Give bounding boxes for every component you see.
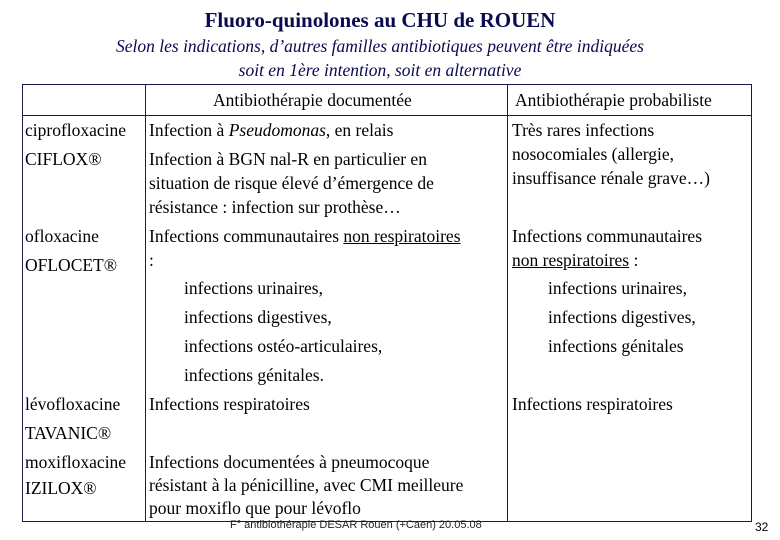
column-divider: [145, 84, 146, 522]
probabilistic-item: infections digestives,: [548, 307, 696, 327]
slide-title: Fluoro-quinolones au CHU de ROUEN: [204, 8, 556, 32]
indication: Infection à BGN nal-R en particulier en: [149, 149, 427, 169]
brand-name: CIFLOX®: [25, 149, 102, 169]
indication: résistant à la pénicilline, avec CMI meilleure: [149, 475, 464, 495]
indication: Infections respiratoires: [149, 394, 310, 414]
indication: Infection à Pseudomonas, en relais: [149, 120, 394, 140]
subtitle-line: soit en 1ère intention, soit en alternative: [238, 60, 522, 80]
indication-item: infections digestives,: [184, 307, 332, 327]
indication: Infections communautaires non respiratoires: [149, 226, 461, 246]
indication: résistance : infection sur prothèse…: [149, 197, 401, 217]
drug-name: moxifloxacine: [25, 452, 127, 472]
page-number: 32: [755, 520, 769, 534]
probabilistic-text: non respiratoires :: [512, 250, 639, 270]
drug-name: lévofloxacine: [25, 394, 121, 414]
brand-name: TAVANIC®: [25, 423, 112, 443]
indication: :: [149, 250, 154, 270]
header-divider: [22, 115, 752, 116]
indication-item: infections génitales.: [184, 365, 324, 385]
indication-item: infections urinaires,: [184, 278, 323, 298]
column-divider: [507, 84, 508, 522]
subtitle-line: Selon les indications, d’autres familles antibiotiques peuvent être indiquées: [116, 36, 644, 56]
probabilistic-text: Infections communautaires: [512, 226, 703, 246]
probabilistic-text: nosocomiales (allergie,: [512, 144, 674, 164]
probabilistic-text: Infections respiratoires: [512, 394, 673, 414]
brand-name: IZILOX®: [25, 478, 97, 498]
footer: F° antibiothérapie DESAR Rouen (+Caen) 20.05.08: [230, 519, 482, 531]
probabilistic-text: Très rares infections: [512, 120, 655, 140]
header-documented: Antibiothérapie documentée: [213, 90, 412, 110]
brand-name: OFLOCET®: [25, 255, 118, 275]
indication-item: infections ostéo-articulaires,: [184, 336, 383, 356]
drug-name: ofloxacine: [25, 226, 99, 246]
header-probabilistic: Antibiothérapie probabiliste: [515, 90, 712, 110]
drug-name: ciprofloxacine: [25, 120, 127, 140]
indication: pour moxiflo que pour lévoflo: [149, 498, 361, 518]
probabilistic-item: infections génitales: [548, 336, 684, 356]
probabilistic-text: insuffisance rénale grave…): [512, 168, 710, 188]
indication: situation de risque élevé d’émergence de: [149, 173, 434, 193]
indication: Infections documentées à pneumocoque: [149, 452, 430, 472]
probabilistic-item: infections urinaires,: [548, 278, 687, 298]
